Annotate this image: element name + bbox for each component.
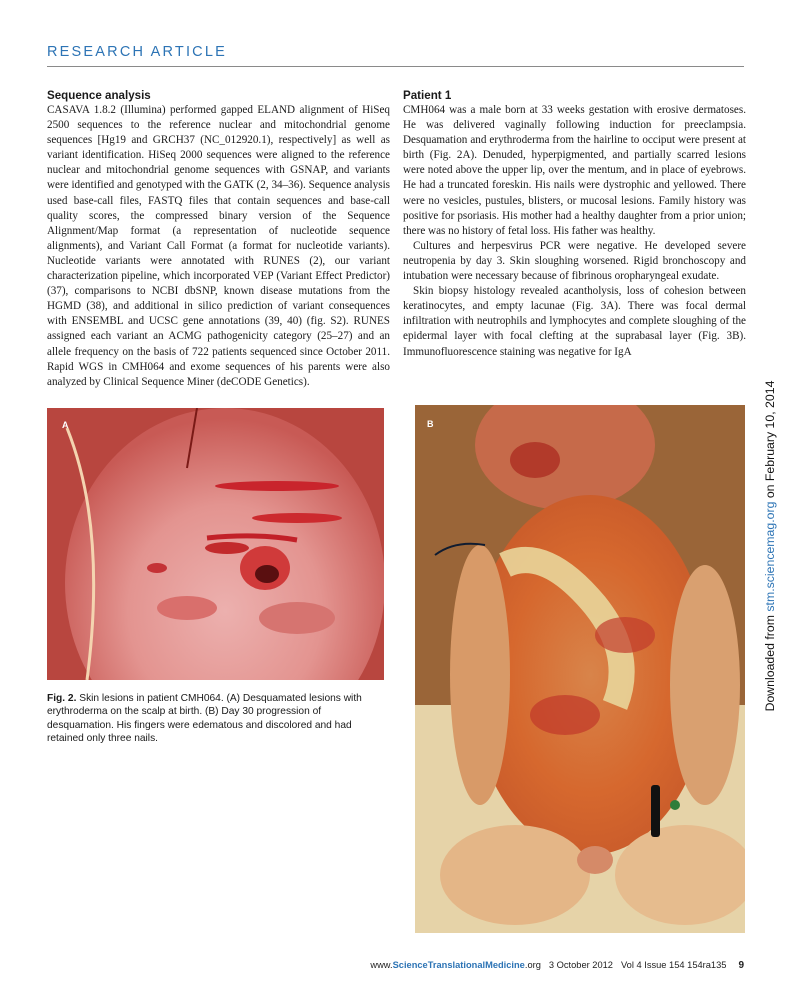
download-note (763, 381, 777, 712)
infant-illustration (415, 405, 745, 933)
scalp-illustration (47, 408, 384, 680)
page-number: 9 (738, 960, 744, 971)
footer-url-brand: ScienceTranslationalMedicine (392, 960, 525, 970)
panel-b-label: B (427, 419, 434, 429)
figure-2-caption-text: Skin lesions in patient CMH064. (A) Desquamated lesions with erythroderma on the scalp at birth. (B) Day 30 progression of desquamation. His fingers were edematous and discolored and had retained only three nails. (47, 693, 362, 745)
figure-2b-photo (415, 405, 745, 933)
download-note-prefix: Downloaded from (763, 611, 777, 712)
sequence-analysis-heading: Sequence analysis (47, 89, 151, 102)
header-divider (47, 66, 744, 67)
sequence-analysis-paragraph: CASAVA 1.8.2 (Illumina) performed gapped ELAND alignment of HiSeq 2500 sequences to the reference nuclear and mitochondrial genome sequences [Hg19 and GRCH37 (NC_012920.1), respectively] as well as variant identification. HiSeq 2000 sequences were aligned to the reference nuclear and mitochondrial genome sequences with GSNAP, and variants were identified and genotyped with the GATK (2, 34–36). Sequence analysis used base-call files, FASTQ files that contain sequences and base-call quality scores, the compressed binary version of the Sequence Alignment/Map format (a representation of nucleotide sequence alignments), and Variant Call Format (a format for nucleotide variants). Nucleotide variants were annotated with RUNES (2), our variant characterization pipeline, which incorporated VEP (Variant Effect Predictor) (37), comparisons to NCBI dbSNP, known disease mutations from the HGMD (38), and additional in silico prediction of variant consequences with ENSEMBL and UCSC gene annotations (39, 40) (fig. S2). RUNES assigned each variant an ACMG pathogenicity category (25–27) and an allele frequency on the basis of 722 patients sequenced since October 2011. Rapid WGS in CMH064 and exome sequences of his parents were also analyzed by Clinical Sequence Miner (deCODE Genetics). (47, 104, 390, 388)
left-column (47, 88, 390, 390)
download-note-suffix: on February 10, 2014 (763, 380, 777, 502)
footer-url[interactable] (370, 960, 541, 970)
page-footer (370, 960, 744, 971)
patient-1-paragraph-3: Skin biopsy histology revealed acantholysis, loss of cohesion between keratinocytes, and empty lacunae (Fig. 3A). There was focal dermal infiltration with neutrophils and lymphocytes and complete sloughing of the epidermal layer with focal clefting at the suprabasal layer (Fig. 3B). Immunofluorescence staining was negative for IgA (403, 285, 746, 358)
patient-1-heading: Patient 1 (403, 89, 452, 102)
footer-url-prefix: www. (370, 960, 393, 970)
footer-volume: Vol 4 Issue 154 154ra135 (620, 960, 727, 970)
footer-url-suffix: .org (524, 960, 541, 970)
right-column (403, 88, 746, 360)
figure-2-caption-label: Fig. 2. (47, 693, 77, 704)
section-header: RESEARCH ARTICLE (47, 44, 227, 60)
figure-2-caption (47, 692, 387, 746)
figure-2a-photo (47, 408, 384, 680)
patient-1-paragraph-1: CMH064 was a male born at 33 weeks gestation with erosive dermatoses. He was delivered vaginally following induction for preeclampsia. Desquamation and erythroderma from the hairline to occiput were present at birth (Fig. 2A). Denuded, hyperpigmented, and partially scarred lesions were noted above the upper lip, over the mentum, and in place of eyebrows. He had a truncated foreskin. His nails were dystrophic and yellowed. There were no vesicles, pustules, blisters, or mucosal lesions. Family history was positive for psoriasis. His mother had a healthy daughter from a prior union; there was no history of fetal loss. His father was healthy. (403, 104, 746, 237)
patient-1-paragraph-2: Cultures and herpesvirus PCR were negative. He developed severe neutropenia by day 3. Skin sloughing worsened. Rigid bronchoscopy and intubation were necessary because of fibrinous oropharyngeal exudate. (403, 239, 746, 283)
download-note-link[interactable]: stm.sciencemag.org (763, 501, 777, 612)
panel-a-label: A (62, 420, 69, 430)
footer-date: 3 October 2012 (548, 960, 613, 970)
